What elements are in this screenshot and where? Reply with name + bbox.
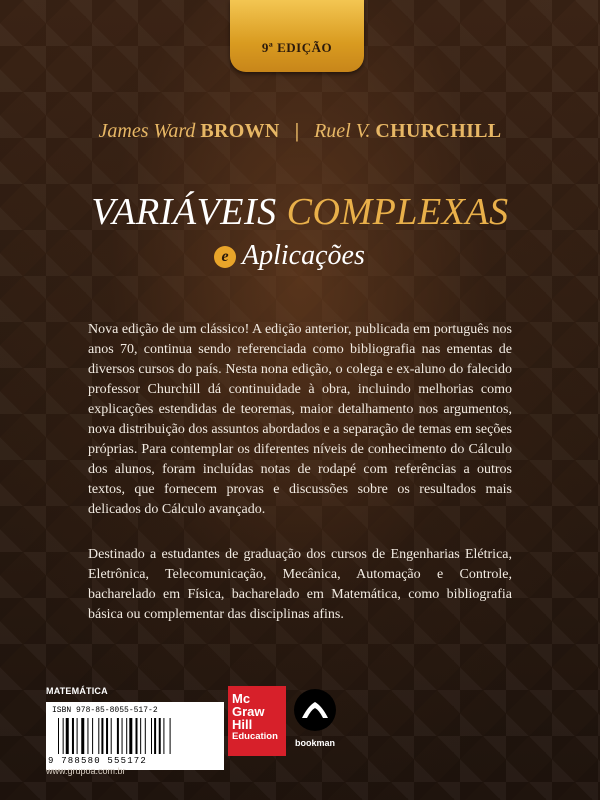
- title-word-2: COMPLEXAS: [286, 191, 509, 233]
- website-url: www.grupoa.com.br: [46, 766, 126, 776]
- author-separator: |: [294, 120, 300, 142]
- description-paragraph-2: Destinado a estudantes de graduação dos cursos de Engenharias Elétrica, Eletrônica, Telecomunicação, Mecânica, Automação e Controle, bacharelado em Física, bacharelado em Matemática, como bibliografia básica ou complementar das disciplinas afins.: [88, 547, 512, 622]
- bookman-label: bookman: [294, 738, 336, 748]
- author2-given-name: Ruel V.: [314, 120, 371, 142]
- author1-given-name: James Ward: [98, 120, 196, 142]
- bookman-logo: [292, 688, 338, 752]
- barcode-section: [46, 686, 224, 770]
- barcode-bars: [58, 718, 208, 754]
- author1-surname: BROWN: [200, 120, 280, 142]
- subject-category: MATEMÁTICA: [46, 686, 108, 696]
- title-word-1: VARIÁVEIS: [91, 191, 277, 233]
- authors-line: [0, 120, 600, 143]
- mcgraw-hill-logo: [228, 686, 286, 756]
- mcgraw-line-1: Mc: [232, 691, 251, 706]
- mcgraw-line-3: Hill: [232, 717, 253, 732]
- book-title: [0, 190, 600, 234]
- author2-surname: CHURCHILL: [375, 120, 502, 142]
- isbn-text: ISBN 978-85-8055-517-2: [52, 706, 158, 715]
- mcgraw-line-4: Education: [232, 731, 278, 742]
- subtitle-text: Aplicações: [242, 240, 365, 271]
- edition-tab: [230, 0, 364, 72]
- edition-label: 9ª EDIÇÃO: [261, 40, 333, 55]
- mcgraw-line-2: Graw: [232, 704, 265, 719]
- book-subtitle: [214, 240, 365, 272]
- barcode-number: 9 788580 555172: [48, 756, 148, 766]
- description-paragraph-1: Nova edição de um clássico! A edição anterior, publicada em português nos anos 70, continua sendo referenciada como bibliografia nas ementas de diversos cursos do país. Nesta nona edição, o colega e ex-aluno do falecido professor Churchill dá continuidade à obra, incluindo melhorias como explicações estendidas de teoremas, maior detalhamento nos argumentos, nova distribuição dos assuntos abordados e a separação de temas em seções próprias. Para contemplar os diferentes níveis de conhecimento do Cálculo dos alunos, foram incluídas notas de rodapé com referências a outros textos, que fornecem provas e discussões sobre os resultados mais delicados do Cálculo avançado.: [88, 322, 512, 517]
- ampersand-badge: e: [214, 246, 236, 268]
- barcode: [46, 702, 224, 770]
